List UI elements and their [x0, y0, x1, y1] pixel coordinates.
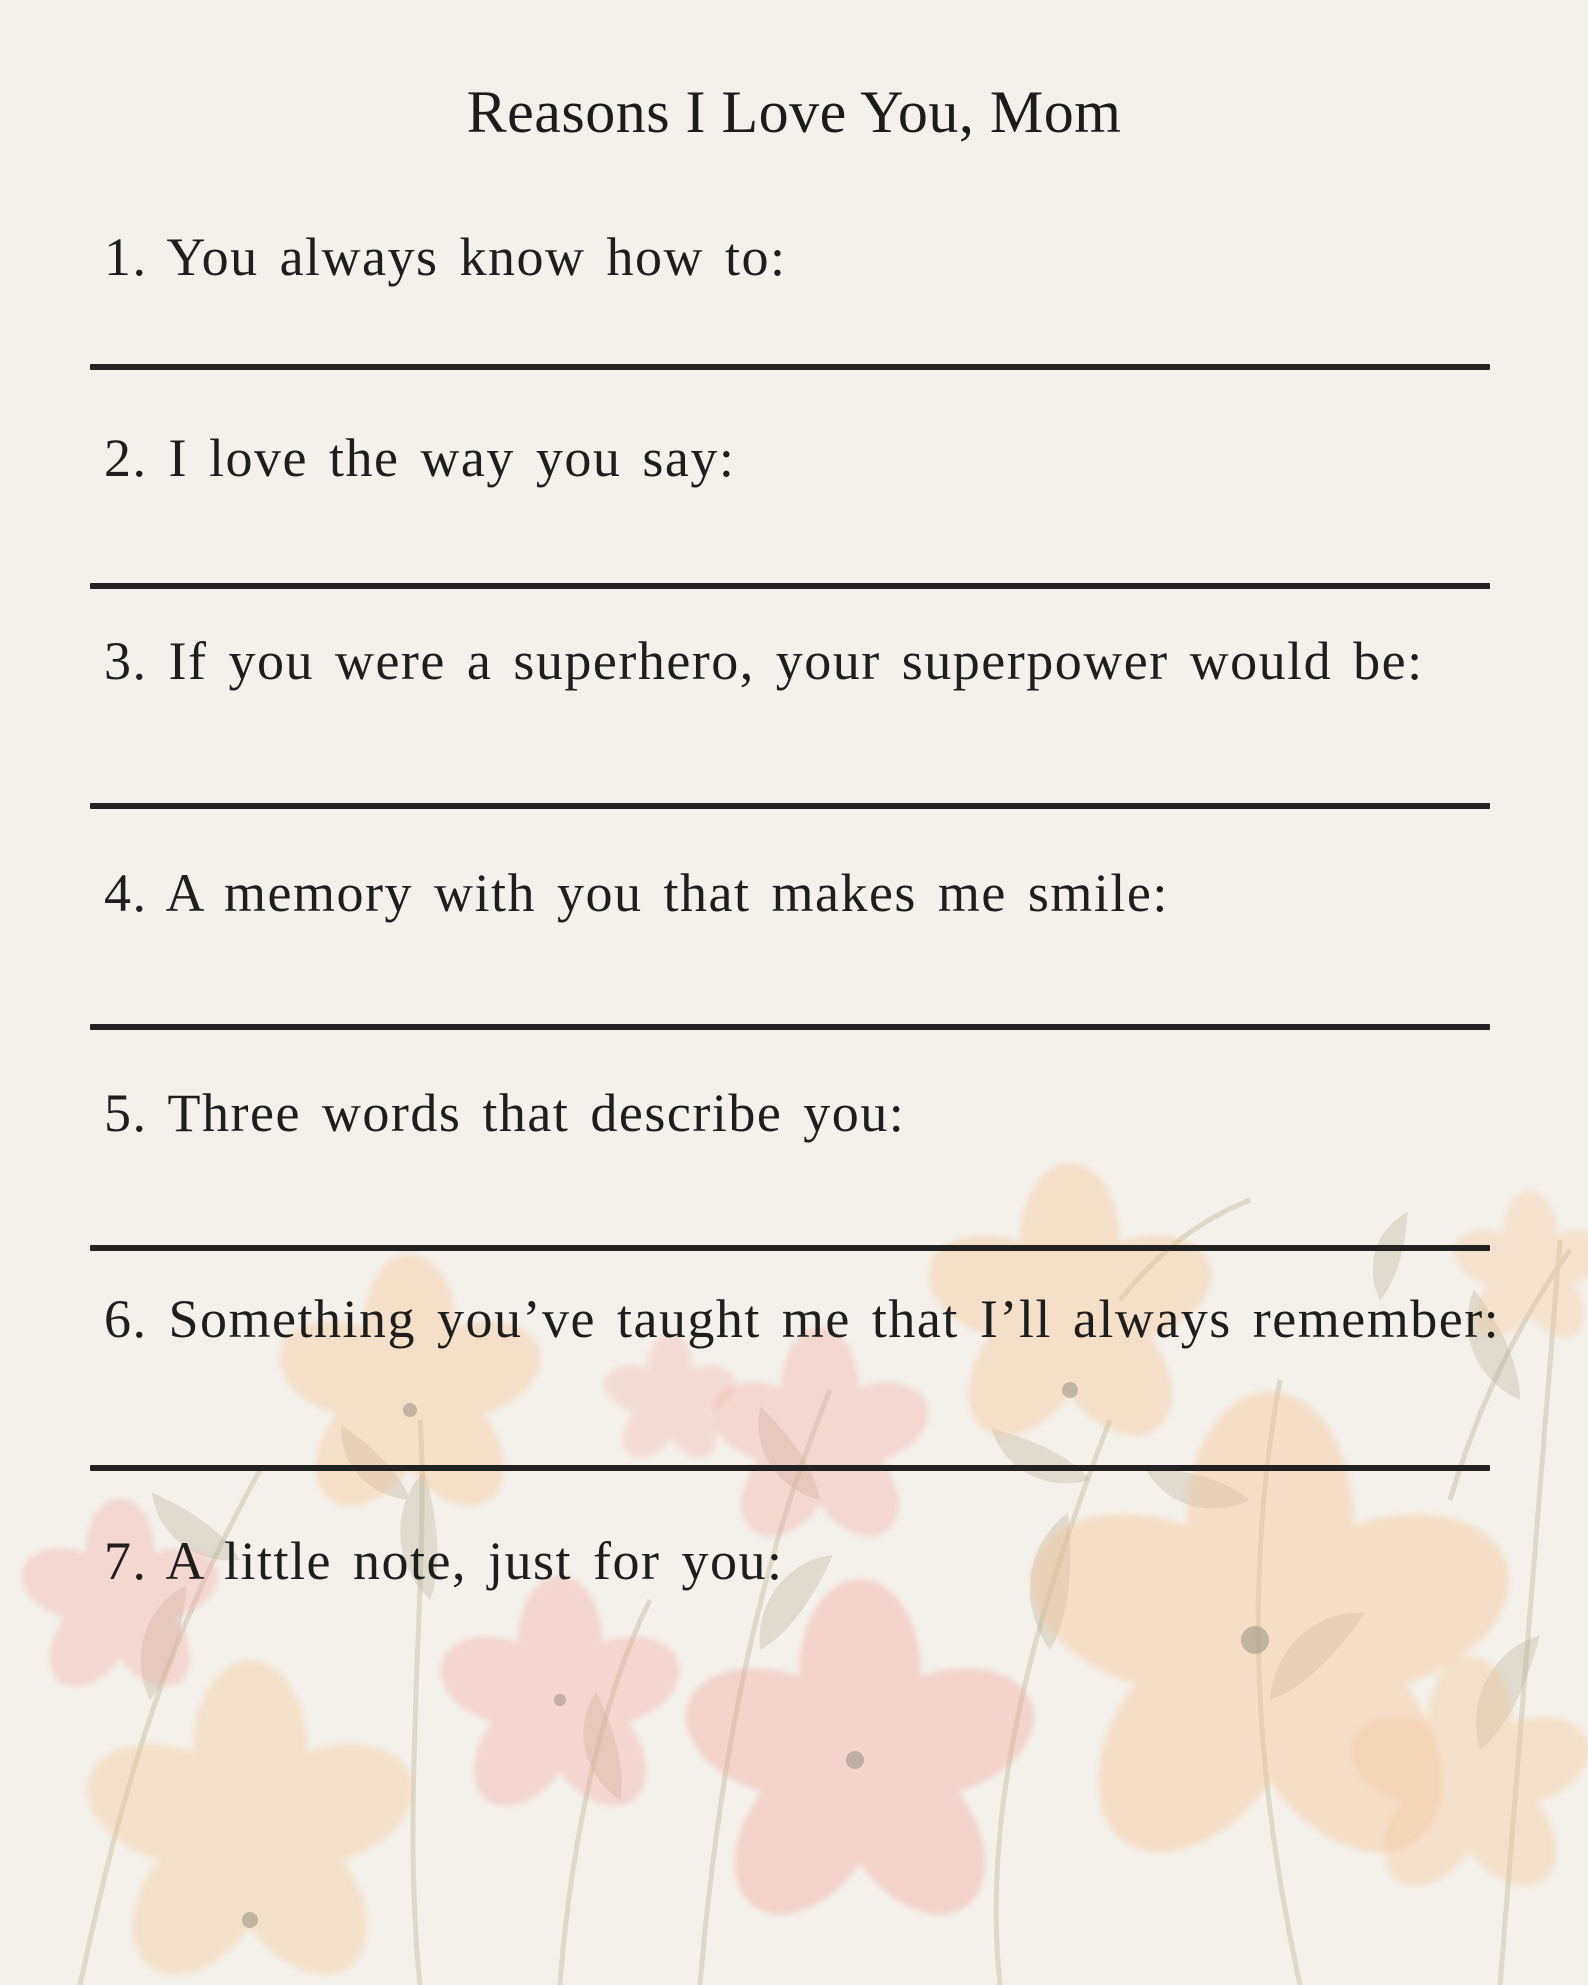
prompt-6: 6. Something you’ve taught me that I’ll always remember: [104, 1289, 1501, 1349]
page-title: Reasons I Love You, Mom [466, 79, 1122, 145]
answer-line-1[interactable] [90, 364, 1490, 370]
answer-line-2[interactable] [90, 583, 1490, 589]
answer-line-4[interactable] [90, 1024, 1490, 1030]
prompt-4: 4. A memory with you that makes me smile: [104, 863, 1169, 923]
answer-line-3[interactable] [90, 803, 1490, 809]
prompt-5: 5. Three words that describe you: [104, 1083, 906, 1143]
prompt-2: 2. I love the way you say: [104, 428, 736, 488]
prompt-3: 3. If you were a superhero, your superpower would be: [104, 631, 1424, 691]
prompt-1: 1. You always know how to: [104, 227, 787, 287]
answer-line-6[interactable] [90, 1465, 1490, 1471]
answer-line-5[interactable] [90, 1245, 1490, 1251]
prompt-7: 7. A little note, just for you: [104, 1531, 784, 1591]
